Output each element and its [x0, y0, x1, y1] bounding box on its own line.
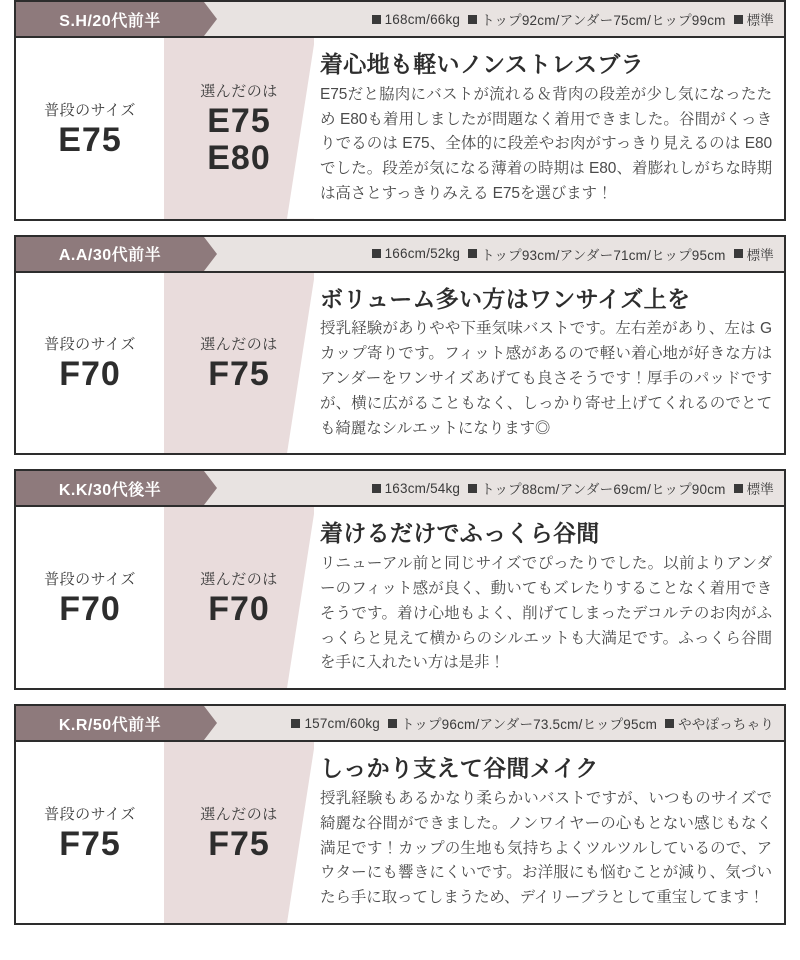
review-card — [14, 0, 786, 221]
usual-size-value: F70 — [59, 589, 121, 628]
square-bullet-icon — [372, 15, 381, 24]
review-body — [16, 742, 784, 923]
review-comment: 授乳経験もあるかなり柔らかいバストですが、いつものサイズで綺麗な谷間ができました。ノンワイヤーの心もとない感じもなく満足です！カップの生地も気持ちよくツルツルしているので、アウターにも響きにくいです。お洋服にも悩むことが減り、気づいたら手に取ってしまうため、デイリーブラとして重宝してます！ — [320, 789, 772, 907]
square-bullet-icon — [291, 719, 300, 728]
spec-text: 標準 — [746, 13, 774, 28]
review-comment: リニューアル前と同じサイズでぴったりでした。以前よりアンダーのフィット感が良く、動いてもズレたりすることなく着用できそうです。着け心地もよく、削げてしまったデコルテのお肉がふっくらと見えて横からのシルエットも大満足です。ふっくら谷間を手に入れたい方は是非！ — [320, 555, 772, 672]
review-card — [14, 704, 786, 925]
review-title: 着けるだけでふっくら谷間 — [320, 520, 600, 547]
usual-size-label: 普段のサイズ — [44, 101, 136, 119]
chosen-size-label: 選んだのは — [200, 805, 278, 823]
review-header — [16, 2, 784, 38]
spec-text: 157cm/60kg — [304, 715, 380, 731]
square-bullet-icon — [468, 484, 477, 493]
spec-text: 163cm/54kg — [384, 480, 461, 496]
review-card — [14, 235, 786, 456]
spec-text: 標準 — [746, 482, 774, 498]
usual-size-block — [16, 38, 164, 219]
usual-size-label: 普段のサイズ — [44, 570, 136, 588]
chosen-size-block — [164, 273, 314, 454]
reviewer-initials: A.A/30代前半 — [16, 237, 204, 271]
usual-size-value: F70 — [59, 355, 121, 394]
usual-size-block — [16, 507, 164, 688]
spec-item — [734, 244, 774, 264]
chosen-size-value-secondary: E80 — [207, 138, 271, 177]
spec-item — [734, 478, 774, 498]
chosen-size-block — [164, 38, 314, 219]
spec-item — [388, 713, 657, 733]
review-text-block — [314, 38, 784, 219]
usual-size-block — [16, 742, 164, 923]
usual-size-block — [16, 273, 164, 454]
square-bullet-icon — [665, 719, 674, 728]
review-header — [16, 706, 784, 742]
reviewer-initials: S.H/20代前半 — [16, 2, 204, 36]
spec-item — [665, 713, 774, 733]
review-title: しっかり支えて谷間メイク — [320, 755, 599, 782]
review-text-block — [314, 273, 784, 454]
spec-text: 標準 — [746, 247, 774, 263]
reviewer-initials: K.R/50代前半 — [16, 706, 204, 740]
spec-item — [372, 12, 461, 27]
reviewer-specs — [204, 2, 784, 36]
square-bullet-icon — [388, 719, 397, 728]
square-bullet-icon — [734, 15, 743, 24]
chosen-size-block — [164, 742, 314, 923]
review-header — [16, 237, 784, 273]
chosen-size-label: 選んだのは — [200, 83, 278, 101]
square-bullet-icon — [734, 249, 743, 258]
chosen-size-value: F75 — [208, 824, 270, 863]
square-bullet-icon — [372, 249, 381, 258]
spec-text: 168cm/66kg — [384, 11, 461, 27]
spec-item — [468, 9, 725, 29]
square-bullet-icon — [468, 15, 477, 24]
usual-size-label: 普段のサイズ — [44, 805, 136, 823]
spec-item — [468, 244, 725, 264]
chosen-size-label: 選んだのは — [200, 336, 278, 354]
spec-text: 166cm/52kg — [384, 246, 461, 262]
square-bullet-icon — [372, 484, 381, 493]
review-body — [16, 507, 784, 688]
reviewer-specs — [204, 237, 784, 271]
usual-size-label: 普段のサイズ — [44, 336, 136, 354]
square-bullet-icon — [468, 249, 477, 258]
spec-text: ややぽっちゃり — [678, 717, 774, 733]
reviewer-specs — [204, 471, 784, 505]
review-text-block — [314, 507, 784, 688]
usual-size-value: F75 — [59, 824, 121, 863]
review-text-block — [314, 742, 784, 923]
chosen-size-value: E75 — [207, 102, 271, 141]
spec-text: トップ88cm/アンダー69cm/ヒップ90cm — [481, 482, 726, 498]
review-comment: E75だと脇肉にバストが流れる＆背肉の段差が少し気になったため E80も着用しましたが問題なく着用できました。谷間がくっきりでるのは E75、全体的に段差やお肉がすっきり見えるのは E80でした。段差が気になる薄着の時期は E80、着膨れしがちな時期は高さとすっきりみえる E75を選びます！ — [320, 85, 772, 202]
review-title: 着心地も軽いノンストレスブラ — [320, 51, 644, 77]
usual-size-value: E75 — [58, 120, 122, 159]
review-card — [14, 469, 786, 690]
spec-text: トップ93cm/アンダー71cm/ヒップ95cm — [481, 247, 726, 263]
review-body — [16, 38, 784, 219]
reviewer-specs — [204, 706, 784, 740]
review-header — [16, 471, 784, 507]
spec-item — [734, 9, 774, 29]
spec-text: トップ92cm/アンダー75cm/ヒップ99cm — [481, 13, 726, 28]
chosen-size-block — [164, 507, 314, 688]
spec-item — [372, 246, 461, 261]
chosen-size-value: F70 — [208, 589, 270, 628]
review-comment: 授乳経験がありやや下垂気味バストです。左右差があり、左は Gカップ寄りです。フィット感があるので軽い着心地が好きな方はアンダーをワンサイズあげても良さそうです！厚手のパッドですが、横に広がることもなく、しっかり寄せ上げてくれるのでとても綺麗なシルエットになります◎ — [320, 320, 772, 437]
spec-text: トップ96cm/アンダー73.5cm/ヒップ95cm — [400, 717, 658, 733]
chosen-size-label: 選んだのは — [200, 570, 278, 588]
spec-item — [468, 478, 725, 498]
spec-item — [372, 481, 461, 496]
reviewer-initials: K.K/30代後半 — [16, 471, 204, 505]
square-bullet-icon — [734, 484, 743, 493]
review-body — [16, 273, 784, 454]
spec-item — [291, 716, 380, 731]
chosen-size-value: F75 — [208, 355, 270, 394]
review-title: ボリューム多い方はワンサイズ上を — [320, 285, 691, 312]
